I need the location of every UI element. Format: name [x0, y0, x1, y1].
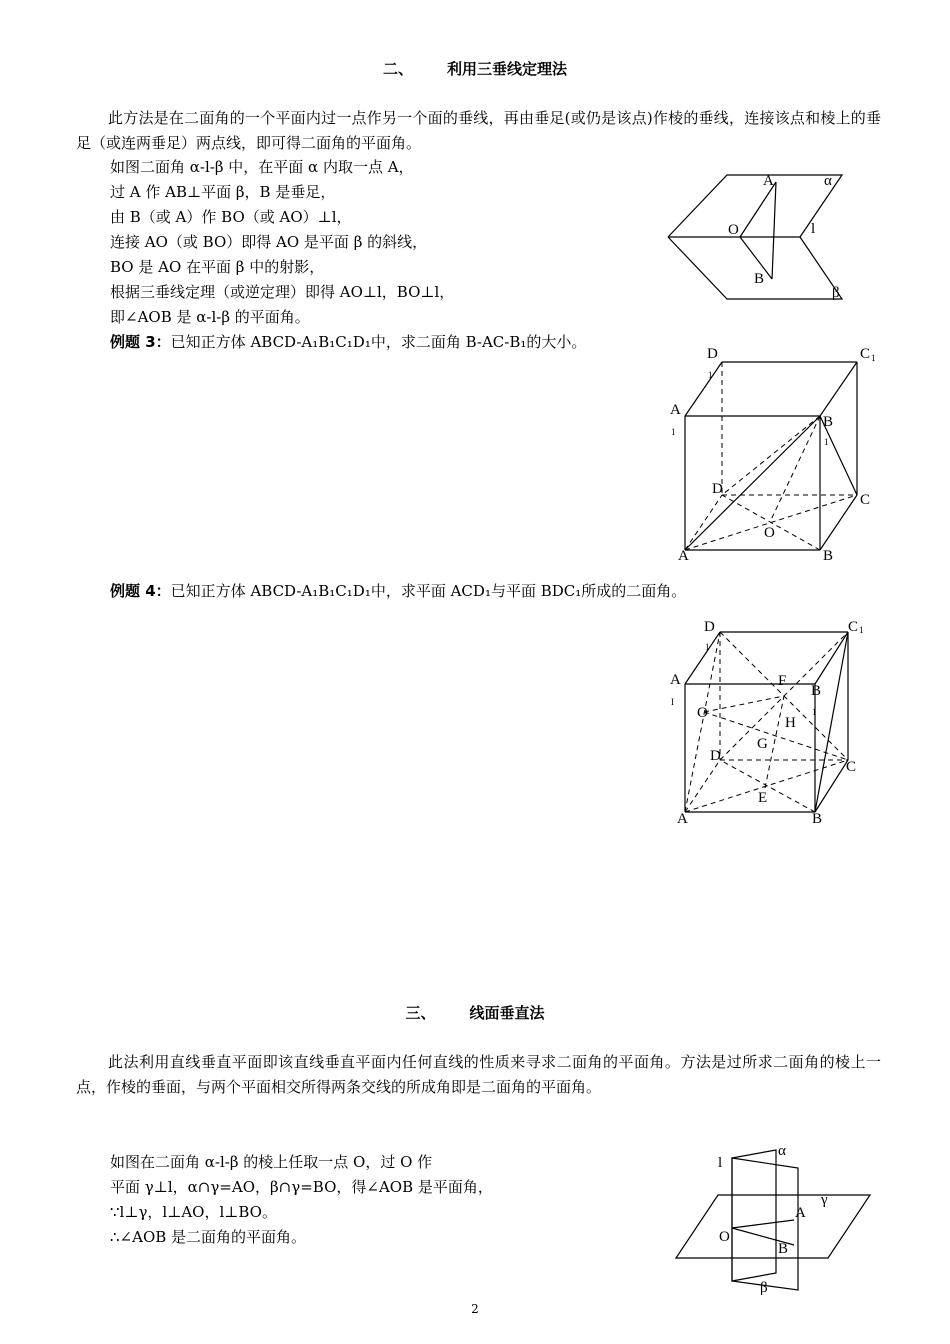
vertex-C1-subscript: 1 — [859, 625, 864, 635]
section-3-heading — [0, 1002, 950, 1023]
vertex-B1-subscript: 1 — [812, 707, 817, 717]
point-H: H — [785, 715, 796, 731]
section-3-intro: 此法利用直线垂直平面即该直线垂直平面内任何直线的性质来寻求二面角的平面角。方法是过所求二面角的棱上一点，作棱的垂面，与两个平面相交所得两条交线的所成角即是二面角的平面角。 — [76, 1053, 881, 1096]
example-4-label: 例题 4： — [110, 582, 171, 600]
point-G: G — [757, 736, 768, 752]
vertex-A: A — [677, 811, 688, 827]
section-2-title: 利用三垂线定理法 — [447, 60, 568, 78]
example-3 — [110, 331, 586, 352]
beta-plane — [668, 237, 842, 299]
cube-figure-example-3 — [660, 340, 890, 570]
perpendicular-plane-figure — [670, 1140, 890, 1300]
label-A: A — [763, 173, 774, 189]
vertex-A1: A — [670, 672, 681, 688]
cube-figure-example-4 — [660, 612, 890, 832]
line-OF — [704, 696, 784, 712]
explanation-line: ∵l⊥γ，l⊥AO，l⊥BO。 — [110, 1203, 277, 1221]
section-3-title: 线面垂直法 — [469, 1004, 545, 1022]
vertex-B1-subscript: 1 — [824, 437, 829, 447]
explanation-line: ∴∠AOB 是二面角的平面角。 — [110, 1228, 307, 1246]
explanation-line: 如图在二面角 α-l-β 的棱上任取一点 O，过 O 作 — [110, 1153, 433, 1171]
vertex-D1: D — [704, 619, 715, 635]
label-B: B — [754, 271, 765, 287]
explanation-line: 平面 γ⊥l，α∩γ=AO，β∩γ=BO，得∠AOB 是平面角， — [110, 1178, 493, 1196]
label-alpha: α — [824, 173, 832, 189]
label-gamma: γ — [821, 1192, 828, 1208]
vertex-C: C — [860, 492, 871, 508]
label-beta: β — [760, 1280, 768, 1296]
example-4-text: 已知正方体 ABCD-A₁B₁C₁D₁中，求平面 ACD₁与平面 BDC₁所成的二面角。 — [170, 582, 687, 600]
section-2-intro: 此方法是在二面角的一个平面内过一点作另一个面的垂线，再由垂足(或仍是该点)作棱的垂线，连接该点和棱上的垂足（或连两垂足）两点线，即可得二面角的平面角。 — [76, 109, 881, 152]
vertex-A1: A — [670, 402, 681, 418]
vertex-C1: C — [860, 346, 871, 362]
label-O: O — [728, 222, 739, 238]
vertex-A1-subscript: I — [671, 697, 674, 707]
point-O: O — [764, 525, 775, 541]
edge-AD — [685, 495, 722, 550]
example-3-label: 例题 3： — [110, 333, 171, 351]
example-4 — [110, 580, 686, 601]
explanation-line: 连接 AO（或 BO）即得 AO 是平面 β 的斜线， — [110, 233, 428, 251]
explanation-line: 如图二面角 α-l-β 中，在平面 α 内取一点 A， — [110, 158, 414, 176]
label-O: O — [719, 1229, 730, 1245]
page-number: 2 — [471, 1302, 479, 1316]
section-2-explanation — [110, 155, 454, 330]
vertex-B1: B — [823, 414, 834, 430]
explanation-line: 根据三垂线定理（或逆定理）即得 AO⊥l，BO⊥l， — [110, 283, 455, 301]
explanation-line: 即∠AOB 是 α-l-β 的平面角。 — [110, 308, 310, 326]
section-2-number: 二、 — [382, 60, 413, 78]
vertex-D: D — [710, 748, 721, 764]
segment-AO — [740, 182, 776, 237]
vertex-C1-subscript: 1 — [871, 353, 876, 363]
vertex-B: B — [823, 548, 834, 564]
section-3-explanation — [110, 1150, 493, 1250]
line-B1D — [722, 416, 820, 495]
vertex-A1-subscript: 1 — [671, 427, 676, 437]
edge-BC — [820, 495, 857, 550]
example-3-text: 已知正方体 ABCD-A₁B₁C₁D₁中，求二面角 B-AC-B₁的大小。 — [170, 333, 587, 351]
explanation-line: 由 B（或 A）作 BO（或 AO）⊥l， — [110, 208, 352, 226]
point-O: O — [697, 705, 708, 721]
alpha-plane — [732, 1150, 776, 1281]
alpha-plane — [668, 175, 842, 237]
label-B: B — [778, 1241, 789, 1257]
vertex-D1-subscript: 1 — [705, 642, 710, 652]
vertex-D: D — [712, 481, 723, 497]
segment-AB — [772, 182, 776, 279]
gamma-plane — [676, 1195, 870, 1258]
line-OC — [704, 712, 848, 760]
dihedral-angle-figure — [660, 165, 880, 305]
line-BD — [722, 495, 820, 550]
vertex-C: C — [846, 759, 857, 775]
vertex-B: B — [812, 811, 823, 827]
edge-B1C1 — [820, 362, 857, 416]
vertex-A: A — [678, 548, 689, 564]
vertex-D1: D — [707, 346, 718, 362]
vertex-D1-subscript: 1 — [708, 370, 713, 380]
vertex-B1: B — [811, 683, 822, 699]
explanation-line: BO 是 AO 在平面 β 中的射影， — [110, 258, 325, 276]
label-A: A — [795, 1205, 806, 1221]
label-l: l — [718, 1155, 723, 1171]
edge-A1D1 — [685, 362, 722, 416]
edge-AD — [685, 760, 720, 812]
vertex-C1: C — [848, 619, 859, 635]
label-beta: β — [832, 285, 840, 301]
label-l: l — [811, 221, 816, 237]
explanation-line: 过 A 作 AB⊥平面 β，B 是垂足， — [110, 183, 336, 201]
line-BD — [720, 760, 815, 812]
line-EF — [765, 696, 784, 788]
label-alpha: α — [778, 1143, 786, 1159]
section-3-number: 三、 — [405, 1004, 436, 1022]
segment-OA — [732, 1220, 794, 1228]
line-AB1 — [685, 416, 820, 550]
point-E: E — [758, 790, 768, 806]
section-2-heading — [0, 58, 950, 79]
line-B1O — [770, 416, 820, 522]
point-F: F — [778, 673, 787, 689]
